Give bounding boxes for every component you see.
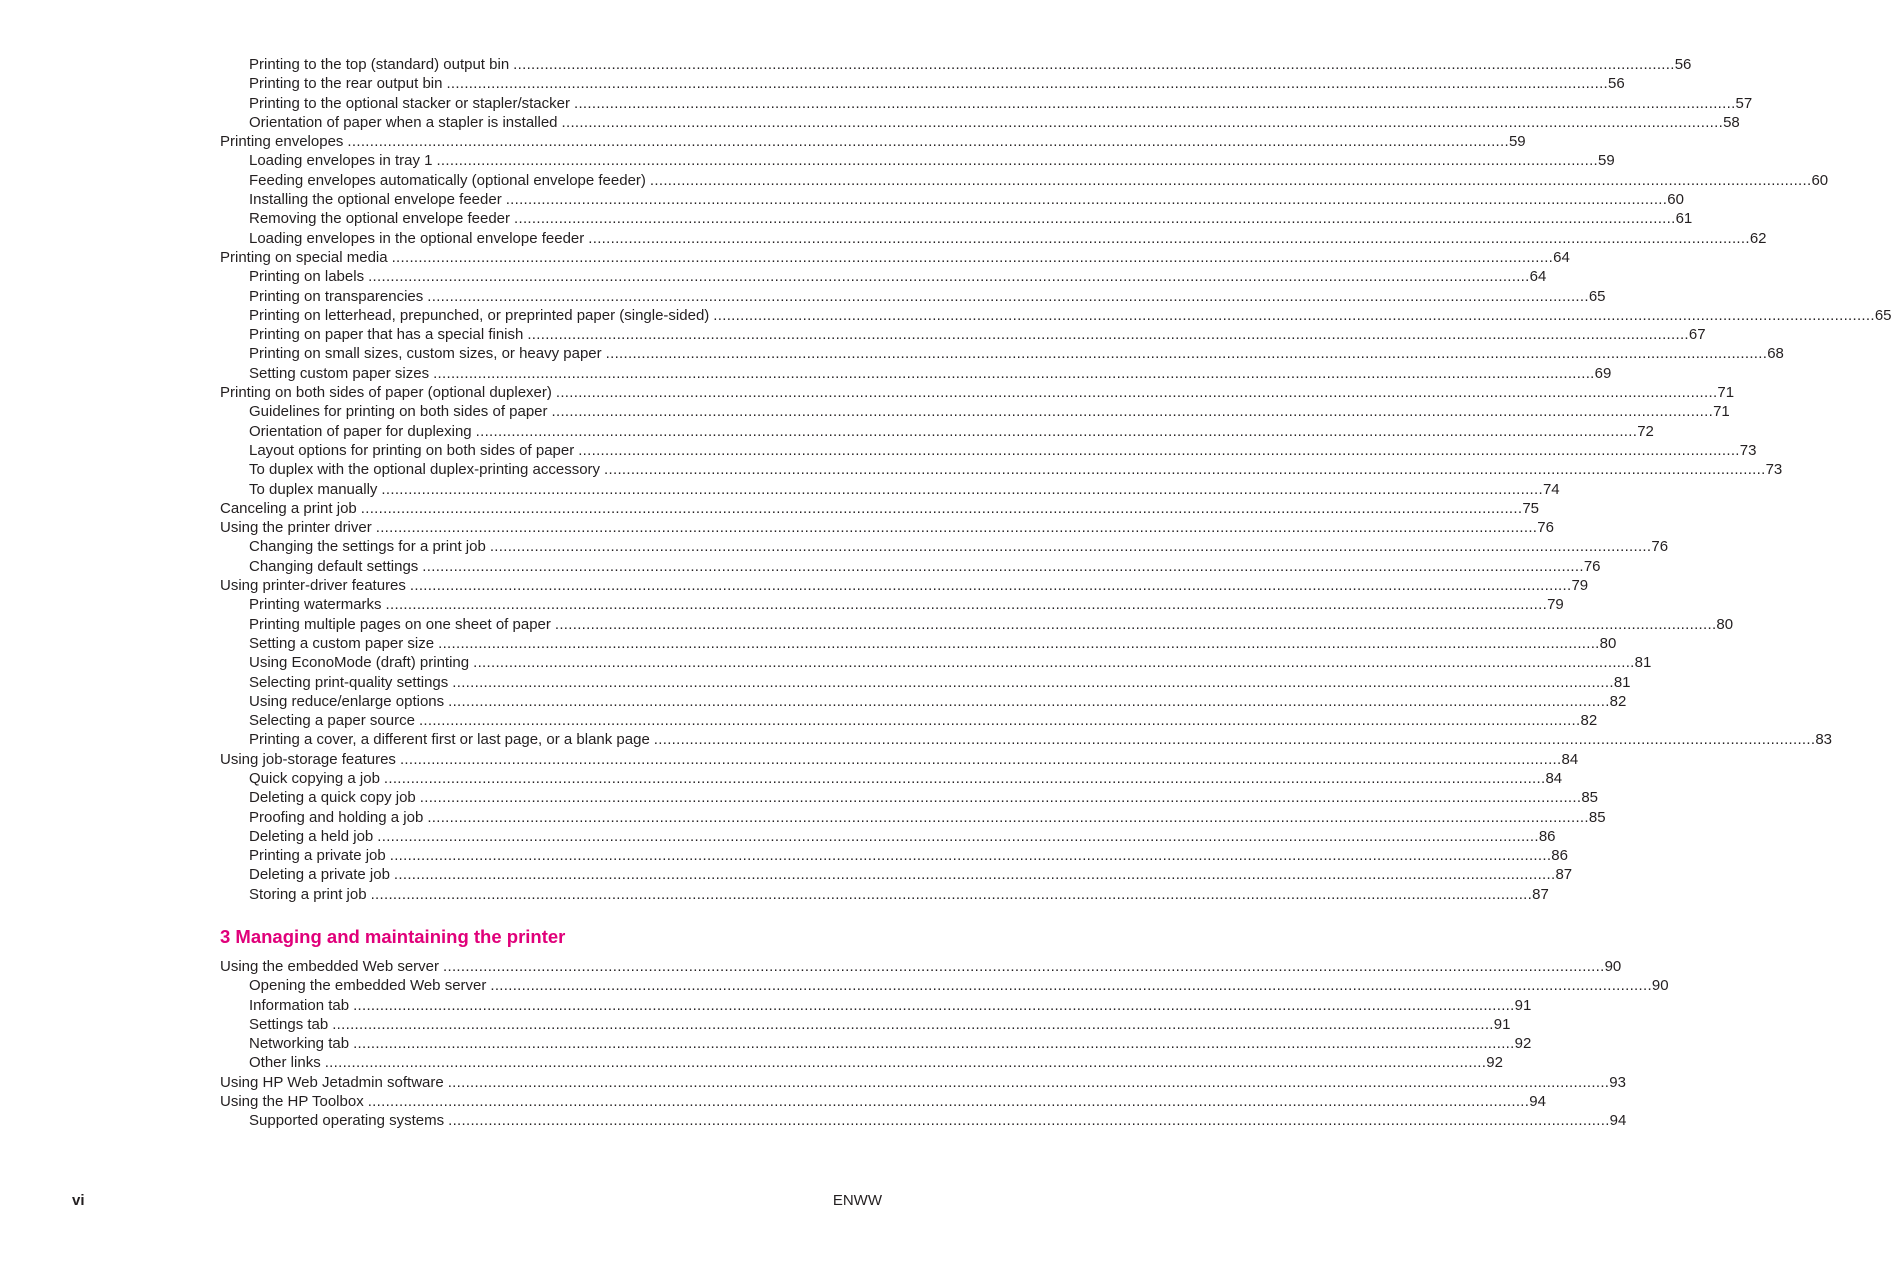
toc-entry[interactable]: [220, 1111, 1627, 1130]
toc-entry-page: 83: [1815, 731, 1833, 749]
toc-entry-page: 81: [1613, 673, 1631, 691]
toc-entry-title: Deleting a held job: [249, 827, 374, 845]
toc-dot-leader: ....................................................................................................................................................................................................................................................................: [527, 326, 1689, 344]
toc-entry-page: 65: [1588, 287, 1606, 305]
toc-entry-title: Using job-storage features: [220, 750, 396, 768]
toc-dot-leader: ....................................................................................................................................................................................................................................................................: [409, 577, 1572, 595]
toc-entry[interactable]: [220, 769, 1563, 788]
toc-dot-leader: ....................................................................................................................................................................................................................................................................: [347, 133, 1509, 151]
toc-entry-title: Removing the optional envelope feeder: [249, 210, 511, 228]
toc-entry-title: Printing envelopes: [220, 133, 344, 151]
toc-entry-page: 59: [1598, 152, 1615, 170]
toc-dot-leader: ....................................................................................................................................................................................................................................................................: [473, 654, 1635, 672]
toc-entry-title: Orientation of paper when a stapler is installed: [249, 113, 558, 131]
toc-entry-page: 92: [1514, 1035, 1532, 1053]
toc-dot-leader: ....................................................................................................................................................................................................................................................................: [427, 287, 1589, 305]
toc-entry[interactable]: [220, 383, 1735, 402]
toc-entry-title: Changing default settings: [249, 557, 419, 575]
toc-dot-leader: ....................................................................................................................................................................................................................................................................: [513, 56, 1675, 73]
toc-dot-leader: ....................................................................................................................................................................................................................................................................: [324, 1054, 1487, 1072]
toc-entry[interactable]: [220, 711, 1598, 730]
toc-entry-page: 84: [1561, 750, 1579, 768]
toc-dot-leader: ....................................................................................................................................................................................................................................................................: [475, 422, 1638, 440]
toc-entry-title: Settings tab: [249, 1015, 329, 1033]
toc-entry-page: 76: [1651, 538, 1669, 556]
toc-entry[interactable]: [220, 190, 1684, 209]
toc-entry[interactable]: [220, 344, 1784, 363]
toc-entry[interactable]: [220, 615, 1734, 634]
toc-dot-leader: ....................................................................................................................................................................................................................................................................: [490, 977, 1652, 995]
toc-dot-leader: ....................................................................................................................................................................................................................................................................: [452, 673, 1614, 691]
toc-entry[interactable]: [220, 865, 1573, 884]
toc-entry-title: Using HP Web Jetadmin software: [220, 1073, 444, 1091]
toc-entry[interactable]: [220, 750, 1579, 769]
toc-dot-leader: ....................................................................................................................................................................................................................................................................: [514, 210, 1676, 228]
toc-entry-page: 72: [1637, 422, 1654, 440]
toc-entry-title: Changing the settings for a print job: [249, 538, 486, 556]
toc-entry-page: 79: [1571, 577, 1589, 595]
toc-entry-page: 87: [1532, 885, 1549, 903]
toc-dot-leader: ....................................................................................................................................................................................................................................................................: [419, 789, 1582, 807]
toc-entry-page: 67: [1688, 326, 1706, 344]
toc-entry-page: 86: [1538, 827, 1556, 845]
toc-entry-title: Printing on both sides of paper (optional duplexer): [220, 384, 552, 402]
toc-entry[interactable]: [220, 673, 1631, 692]
toc-entry-title: Layout options for printing on both sides of paper: [249, 441, 575, 459]
toc-entry-page: 71: [1717, 384, 1735, 402]
toc-entry[interactable]: [220, 267, 1547, 286]
toc-entry-page: 59: [1508, 133, 1526, 151]
toc-dot-leader: ....................................................................................................................................................................................................................................................................: [448, 692, 1610, 710]
toc-entry[interactable]: [220, 996, 1532, 1015]
chapter-heading[interactable]: 3 Managing and maintaining the printer: [220, 926, 566, 947]
toc-entry[interactable]: [220, 248, 1570, 267]
toc-dot-leader: ....................................................................................................................................................................................................................................................................: [370, 885, 1533, 903]
toc-entry-page: 60: [1811, 171, 1829, 189]
toc-entry-title: Printing on special media: [220, 248, 388, 266]
toc-entry[interactable]: [220, 1092, 1546, 1111]
toc-entry-page: 76: [1537, 519, 1554, 537]
toc-entry-title: Printing a private job: [249, 847, 386, 865]
toc-entry-page: 60: [1667, 191, 1684, 209]
toc-entry-page: 62: [1749, 229, 1767, 247]
toc-entry-title: Using EconoMode (draft) printing: [249, 654, 470, 672]
toc-dot-leader: ....................................................................................................................................................................................................................................................................: [713, 306, 1875, 324]
toc-entry-title: Quick copying a job: [249, 769, 380, 787]
toc-dot-leader: ....................................................................................................................................................................................................................................................................: [551, 403, 1714, 421]
toc-entry-title: Printing to the rear output bin: [249, 75, 443, 93]
toc-dot-leader: ....................................................................................................................................................................................................................................................................: [574, 94, 1736, 112]
toc-entry-page: 74: [1542, 480, 1560, 498]
toc-entry-title: Installing the optional envelope feeder: [249, 191, 502, 209]
toc-dot-leader: ....................................................................................................................................................................................................................................................................: [489, 538, 1652, 556]
toc-entry-page: 68: [1767, 345, 1784, 363]
toc-entry[interactable]: [220, 1015, 1511, 1034]
toc-entry-title: Printing watermarks: [249, 596, 382, 614]
toc-entry-title: Loading envelopes in tray 1: [249, 152, 433, 170]
toc-dot-leader: ....................................................................................................................................................................................................................................................................: [653, 731, 1816, 749]
toc-entry[interactable]: [220, 113, 1740, 132]
toc-entry-title: Using the printer driver: [220, 519, 372, 537]
toc-dot-leader: ....................................................................................................................................................................................................................................................................: [604, 461, 1766, 479]
toc-entry-title: Printing on labels: [249, 268, 365, 286]
toc-entry[interactable]: [220, 306, 1892, 325]
toc-dot-leader: ....................................................................................................................................................................................................................................................................: [605, 345, 1768, 363]
toc-dot-leader: ....................................................................................................................................................................................................................................................................: [427, 808, 1589, 826]
toc-dot-leader: ....................................................................................................................................................................................................................................................................: [578, 441, 1740, 459]
toc-entry[interactable]: [220, 730, 1833, 749]
toc-entry-page: 81: [1634, 654, 1652, 672]
toc-entry[interactable]: [220, 1053, 1503, 1072]
toc-entry-title: Other links: [249, 1054, 321, 1072]
toc-entry[interactable]: [220, 441, 1757, 460]
toc-entry[interactable]: [220, 229, 1767, 248]
toc-dot-leader: ....................................................................................................................................................................................................................................................................: [399, 750, 1562, 768]
toc-entry-title: Loading envelopes in the optional envelope feeder: [249, 229, 585, 247]
toc-entry[interactable]: [220, 287, 1606, 306]
toc-dot-leader: ....................................................................................................................................................................................................................................................................: [391, 248, 1554, 266]
toc-entry-page: 64: [1553, 248, 1570, 266]
toc-entry-title: Setting custom paper sizes: [249, 364, 430, 382]
toc-entry-page: 75: [1522, 499, 1539, 517]
toc-entry-page: 87: [1555, 866, 1573, 884]
toc-entry-title: Opening the embedded Web server: [249, 977, 487, 995]
toc-dot-leader: ....................................................................................................................................................................................................................................................................: [368, 268, 1530, 286]
toc-entry-page: 73: [1765, 461, 1783, 479]
toc-entry-page: 82: [1609, 692, 1627, 710]
toc-entry-page: 56: [1674, 56, 1692, 73]
toc-entry-title: Information tab: [249, 996, 350, 1014]
toc-dot-leader: ....................................................................................................................................................................................................................................................................: [332, 1015, 1494, 1033]
toc-dot-leader: ....................................................................................................................................................................................................................................................................: [505, 191, 1668, 209]
toc-dot-leader: ....................................................................................................................................................................................................................................................................: [588, 229, 1750, 247]
toc-list-1: [220, 55, 1892, 904]
toc-entry-title: Storing a print job: [249, 885, 367, 903]
toc-entry-page: 76: [1583, 557, 1601, 575]
toc-entry-title: To duplex with the optional duplex-printing accessory: [249, 461, 601, 479]
toc-entry[interactable]: [220, 808, 1606, 827]
toc-entry[interactable]: [220, 402, 1730, 421]
toc-entry[interactable]: [220, 885, 1549, 904]
toc-entry-title: Using the embedded Web server: [220, 958, 440, 975]
toc-entry-page: 94: [1529, 1093, 1546, 1111]
toc-entry[interactable]: [220, 171, 1829, 190]
toc-entry-page: 79: [1547, 596, 1564, 614]
toc-entry[interactable]: [220, 422, 1654, 441]
toc-dot-leader: ....................................................................................................................................................................................................................................................................: [360, 499, 1523, 517]
toc-entry-page: 85: [1588, 808, 1606, 826]
toc-list-2: [220, 957, 1669, 1131]
toc-dot-leader: ....................................................................................................................................................................................................................................................................: [446, 75, 1609, 93]
toc-dot-leader: ....................................................................................................................................................................................................................................................................: [381, 480, 1543, 498]
toc-entry-title: Feeding envelopes automatically (optional envelope feeder): [249, 171, 646, 189]
toc-entry[interactable]: [220, 595, 1564, 614]
toc-entry[interactable]: [220, 576, 1589, 595]
toc-dot-leader: ....................................................................................................................................................................................................................................................................: [443, 958, 1605, 975]
toc-dot-leader: ....................................................................................................................................................................................................................................................................: [433, 364, 1595, 382]
toc-entry-title: Printing multiple pages on one sheet of paper: [249, 615, 551, 633]
toc-dot-leader: ....................................................................................................................................................................................................................................................................: [383, 769, 1546, 787]
toc-entry[interactable]: [220, 55, 1692, 74]
toc-entry-title: Canceling a print job: [220, 499, 357, 517]
toc-entry-title: Using the HP Toolbox: [220, 1093, 364, 1111]
toc-entry-title: Deleting a private job: [249, 866, 390, 884]
toc-dot-leader: ....................................................................................................................................................................................................................................................................: [447, 1073, 1610, 1091]
toc-dot-leader: ....................................................................................................................................................................................................................................................................: [367, 1093, 1530, 1111]
toc-entry[interactable]: [220, 460, 1783, 479]
toc-entry-page: 82: [1580, 712, 1598, 730]
toc-entry-page: 91: [1493, 1015, 1511, 1033]
footer-label: ENWW: [832, 1192, 882, 1209]
toc-dot-leader: ....................................................................................................................................................................................................................................................................: [375, 519, 1538, 537]
toc-entry-page: 69: [1594, 364, 1612, 382]
toc-entry-title: Guidelines for printing on both sides of paper: [249, 403, 548, 421]
toc-entry-title: Selecting a paper source: [249, 712, 415, 730]
toc-entry[interactable]: [220, 480, 1560, 499]
toc-entry-title: Selecting print-quality settings: [249, 673, 449, 691]
toc-entry[interactable]: [220, 1034, 1532, 1053]
toc-entry-page: 94: [1609, 1112, 1627, 1130]
toc-entry-page: 90: [1604, 958, 1622, 975]
toc-entry-page: 80: [1599, 634, 1617, 652]
toc-entry-title: Printing on paper that has a special finish: [249, 326, 524, 344]
toc-entry-title: Proofing and holding a job: [249, 808, 424, 826]
toc-entry-title: Printing to the top (standard) output bin: [249, 56, 510, 73]
toc-entry[interactable]: [220, 74, 1625, 93]
toc-entry-page: 65: [1874, 306, 1892, 324]
toc-dot-leader: ....................................................................................................................................................................................................................................................................: [438, 634, 1600, 652]
toc-entry-title: Printing a cover, a different first or last page, or a blank page: [249, 731, 650, 749]
toc-entry-title: Printing on letterhead, prepunched, or preprinted paper (single-sided): [249, 306, 710, 324]
toc-dot-leader: ....................................................................................................................................................................................................................................................................: [554, 615, 1717, 633]
toc-entry-page: 61: [1675, 210, 1693, 228]
toc-entry-title: Supported operating systems: [249, 1112, 445, 1130]
toc-entry-title: Networking tab: [249, 1035, 350, 1053]
toc-entry-title: Printing to the optional stacker or stapler/stacker: [249, 94, 570, 112]
toc-dot-leader: ....................................................................................................................................................................................................................................................................: [649, 171, 1812, 189]
toc-entry-page: 71: [1713, 403, 1730, 421]
toc-dot-leader: ....................................................................................................................................................................................................................................................................: [422, 557, 1584, 575]
toc-entry[interactable]: [220, 325, 1706, 344]
toc-entry-page: 64: [1529, 268, 1547, 286]
toc-entry[interactable]: [220, 634, 1617, 653]
toc-entry[interactable]: [220, 957, 1622, 976]
toc-entry-page: 91: [1514, 996, 1532, 1014]
toc-entry[interactable]: [220, 537, 1669, 556]
toc-entry-title: Deleting a quick copy job: [249, 789, 416, 807]
toc-entry-page: 73: [1739, 441, 1757, 459]
toc-entry-title: To duplex manually: [249, 480, 378, 498]
toc-entry-title: Using reduce/enlarge options: [249, 692, 445, 710]
toc-entry[interactable]: [220, 653, 1652, 672]
toc-dot-leader: ....................................................................................................................................................................................................................................................................: [353, 1035, 1515, 1053]
toc-entry[interactable]: [220, 94, 1753, 113]
toc-entry[interactable]: [220, 499, 1539, 518]
toc-entry-title: Printing on small sizes, custom sizes, or heavy paper: [249, 345, 602, 363]
toc-entry-page: 86: [1551, 847, 1568, 865]
toc-entry-page: 84: [1545, 769, 1563, 787]
toc-entry[interactable]: [220, 827, 1556, 846]
footer-page-number: vi: [72, 1192, 85, 1209]
toc-dot-leader: ....................................................................................................................................................................................................................................................................: [377, 827, 1539, 845]
toc-entry-title: Setting a custom paper size: [249, 634, 435, 652]
toc-entry-page: 58: [1723, 113, 1740, 131]
toc-entry-title: Using printer-driver features: [220, 577, 406, 595]
toc-entry[interactable]: [220, 209, 1693, 228]
toc-entry[interactable]: [220, 132, 1526, 151]
toc-entry-page: 56: [1608, 75, 1625, 93]
toc-entry-page: 92: [1486, 1054, 1503, 1072]
toc-dot-leader: ....................................................................................................................................................................................................................................................................: [448, 1112, 1610, 1130]
toc-entry[interactable]: [220, 846, 1568, 865]
toc-dot-leader: ....................................................................................................................................................................................................................................................................: [393, 866, 1556, 884]
toc-entry-title: Orientation of paper for duplexing: [249, 422, 472, 440]
toc-entry-page: 93: [1609, 1073, 1626, 1091]
toc-entry[interactable]: [220, 788, 1598, 807]
toc-entry[interactable]: [220, 692, 1627, 711]
toc-entry[interactable]: [220, 557, 1601, 576]
toc-dot-leader: ....................................................................................................................................................................................................................................................................: [385, 596, 1548, 614]
toc-entry[interactable]: [220, 364, 1612, 383]
toc-entry-page: 80: [1716, 615, 1734, 633]
toc-entry[interactable]: [220, 151, 1615, 170]
toc-entry-page: 57: [1735, 94, 1753, 112]
toc-dot-leader: ....................................................................................................................................................................................................................................................................: [389, 847, 1552, 865]
toc-dot-leader: ....................................................................................................................................................................................................................................................................: [353, 996, 1515, 1014]
toc-dot-leader: ....................................................................................................................................................................................................................................................................: [418, 712, 1581, 730]
toc-dot-leader: ....................................................................................................................................................................................................................................................................: [555, 384, 1718, 402]
toc-entry-page: 85: [1581, 789, 1598, 807]
toc-entry[interactable]: [220, 976, 1669, 995]
toc-dot-leader: ....................................................................................................................................................................................................................................................................: [561, 113, 1724, 131]
toc-dot-leader: ....................................................................................................................................................................................................................................................................: [436, 152, 1599, 170]
toc-entry-page: 90: [1651, 977, 1669, 995]
toc-entry-title: Printing on transparencies: [249, 287, 424, 305]
toc-entry[interactable]: [220, 518, 1554, 537]
toc-entry[interactable]: [220, 1073, 1626, 1092]
